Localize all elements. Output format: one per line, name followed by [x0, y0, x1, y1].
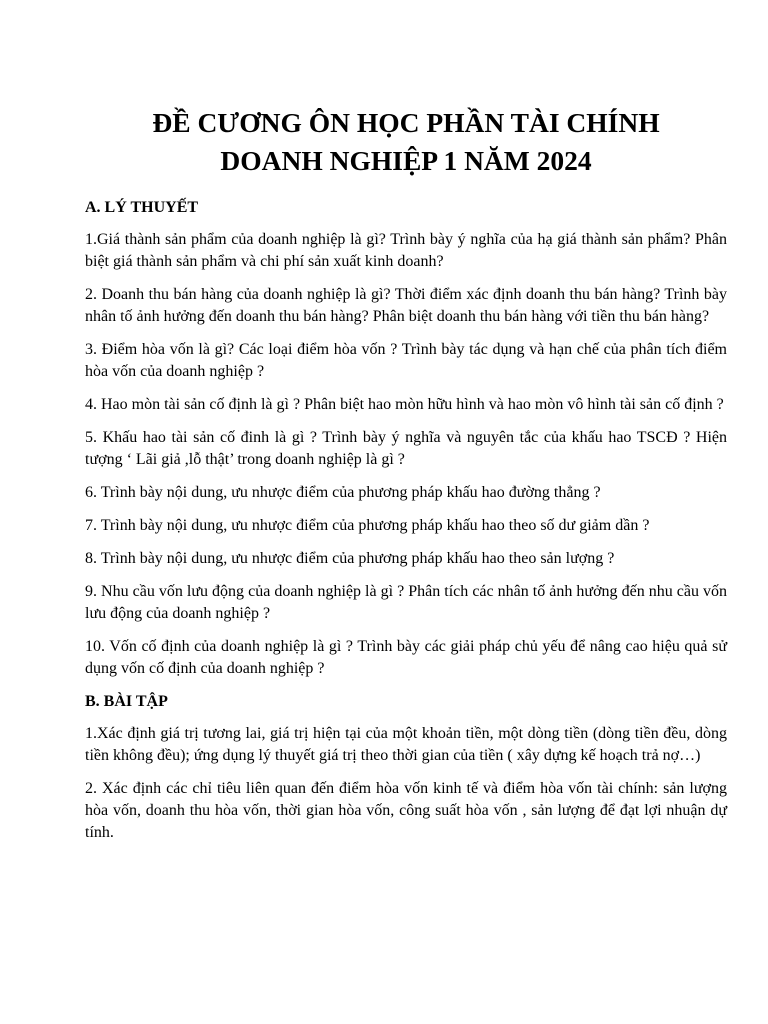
document-title	[85, 104, 727, 180]
theory-question-5: 5. Khấu hao tài sản cố đinh là gì ? Trình bày ý nghĩa và nguyên tắc của khấu hao TSCĐ ? Hiện tượng ‘ Lãi giả ,lỗ thật’ trong doanh nghiệp là gì ?	[85, 429, 727, 468]
theory-question-10: 10. Vốn cố định của doanh nghiệp là gì ? Trình bày các giải pháp chủ yếu để nâng cao hiệu quả sử dụng vốn cố định của doanh nghiệp ?	[85, 638, 727, 677]
theory-question-8: 8. Trình bày nội dung, ưu nhược điểm của phương pháp khấu hao theo sản lượng ?	[85, 550, 615, 567]
theory-question-9: 9. Nhu cầu vốn lưu động của doanh nghiệp là gì ? Phân tích các nhân tố ảnh hưởng đến nhu cầu vốn lưu động của doanh nghiệp ?	[85, 583, 727, 622]
section-heading-exercises: B. BÀI TẬP	[85, 693, 168, 710]
document-page	[85, 104, 727, 855]
section-heading-theory: A. LÝ THUYẾT	[85, 199, 199, 216]
theory-question-7: 7. Trình bày nội dung, ưu nhược điểm của phương pháp khấu hao theo số dư giảm dần ?	[85, 517, 650, 534]
title-line-2: DOANH NGHIỆP 1 NĂM 2024	[220, 145, 592, 176]
exercise-item-2: 2. Xác định các chỉ tiêu liên quan đến điểm hòa vốn kinh tế và điểm hòa vốn tài chính: sản lượng hòa vốn, doanh thu hòa vốn, thời gian hòa vốn, công suất hòa vốn , sản lượng để đạt lợi nhuận dự tính.	[85, 780, 727, 841]
title-line-1: ĐỀ CƯƠNG ÔN HỌC PHẦN TÀI CHÍNH	[152, 107, 660, 138]
theory-question-2: 2. Doanh thu bán hàng của doanh nghiệp là gì? Thời điểm xác định doanh thu bán hàng? Trình bày nhân tố ảnh hưởng đến doanh thu bán hàng? Phân biệt doanh thu bán hàng với tiền thu bán hàng?	[85, 286, 727, 325]
theory-question-6: 6. Trình bày nội dung, ưu nhược điểm của phương pháp khấu hao đường thẳng ?	[85, 484, 601, 501]
theory-question-4: 4. Hao mòn tài sản cố định là gì ? Phân biệt hao mòn hữu hình và hao mòn vô hình tài sản cố định ?	[85, 396, 724, 413]
section-exercises	[85, 691, 727, 844]
exercise-item-1: 1.Xác định giá trị tương lai, giá trị hiện tại của một khoản tiền, một dòng tiền (dòng tiền đều, dòng tiền không đều); ứng dụng lý thuyết giá trị theo thời gian của tiền ( xây dựng kế hoạch trả nợ…)	[85, 725, 727, 764]
theory-question-3: 3. Điểm hòa vốn là gì? Các loại điểm hòa vốn ? Trình bày tác dụng và hạn chế của phân tích điểm hòa vốn của doanh nghiệp ?	[85, 341, 727, 380]
theory-question-1: 1.Giá thành sản phẩm của doanh nghiệp là gì? Trình bày ý nghĩa của hạ giá thành sản phẩm? Phân biệt giá thành sản phẩm và chi phí sản xuất kinh doanh?	[85, 231, 727, 270]
section-theory	[85, 197, 727, 680]
